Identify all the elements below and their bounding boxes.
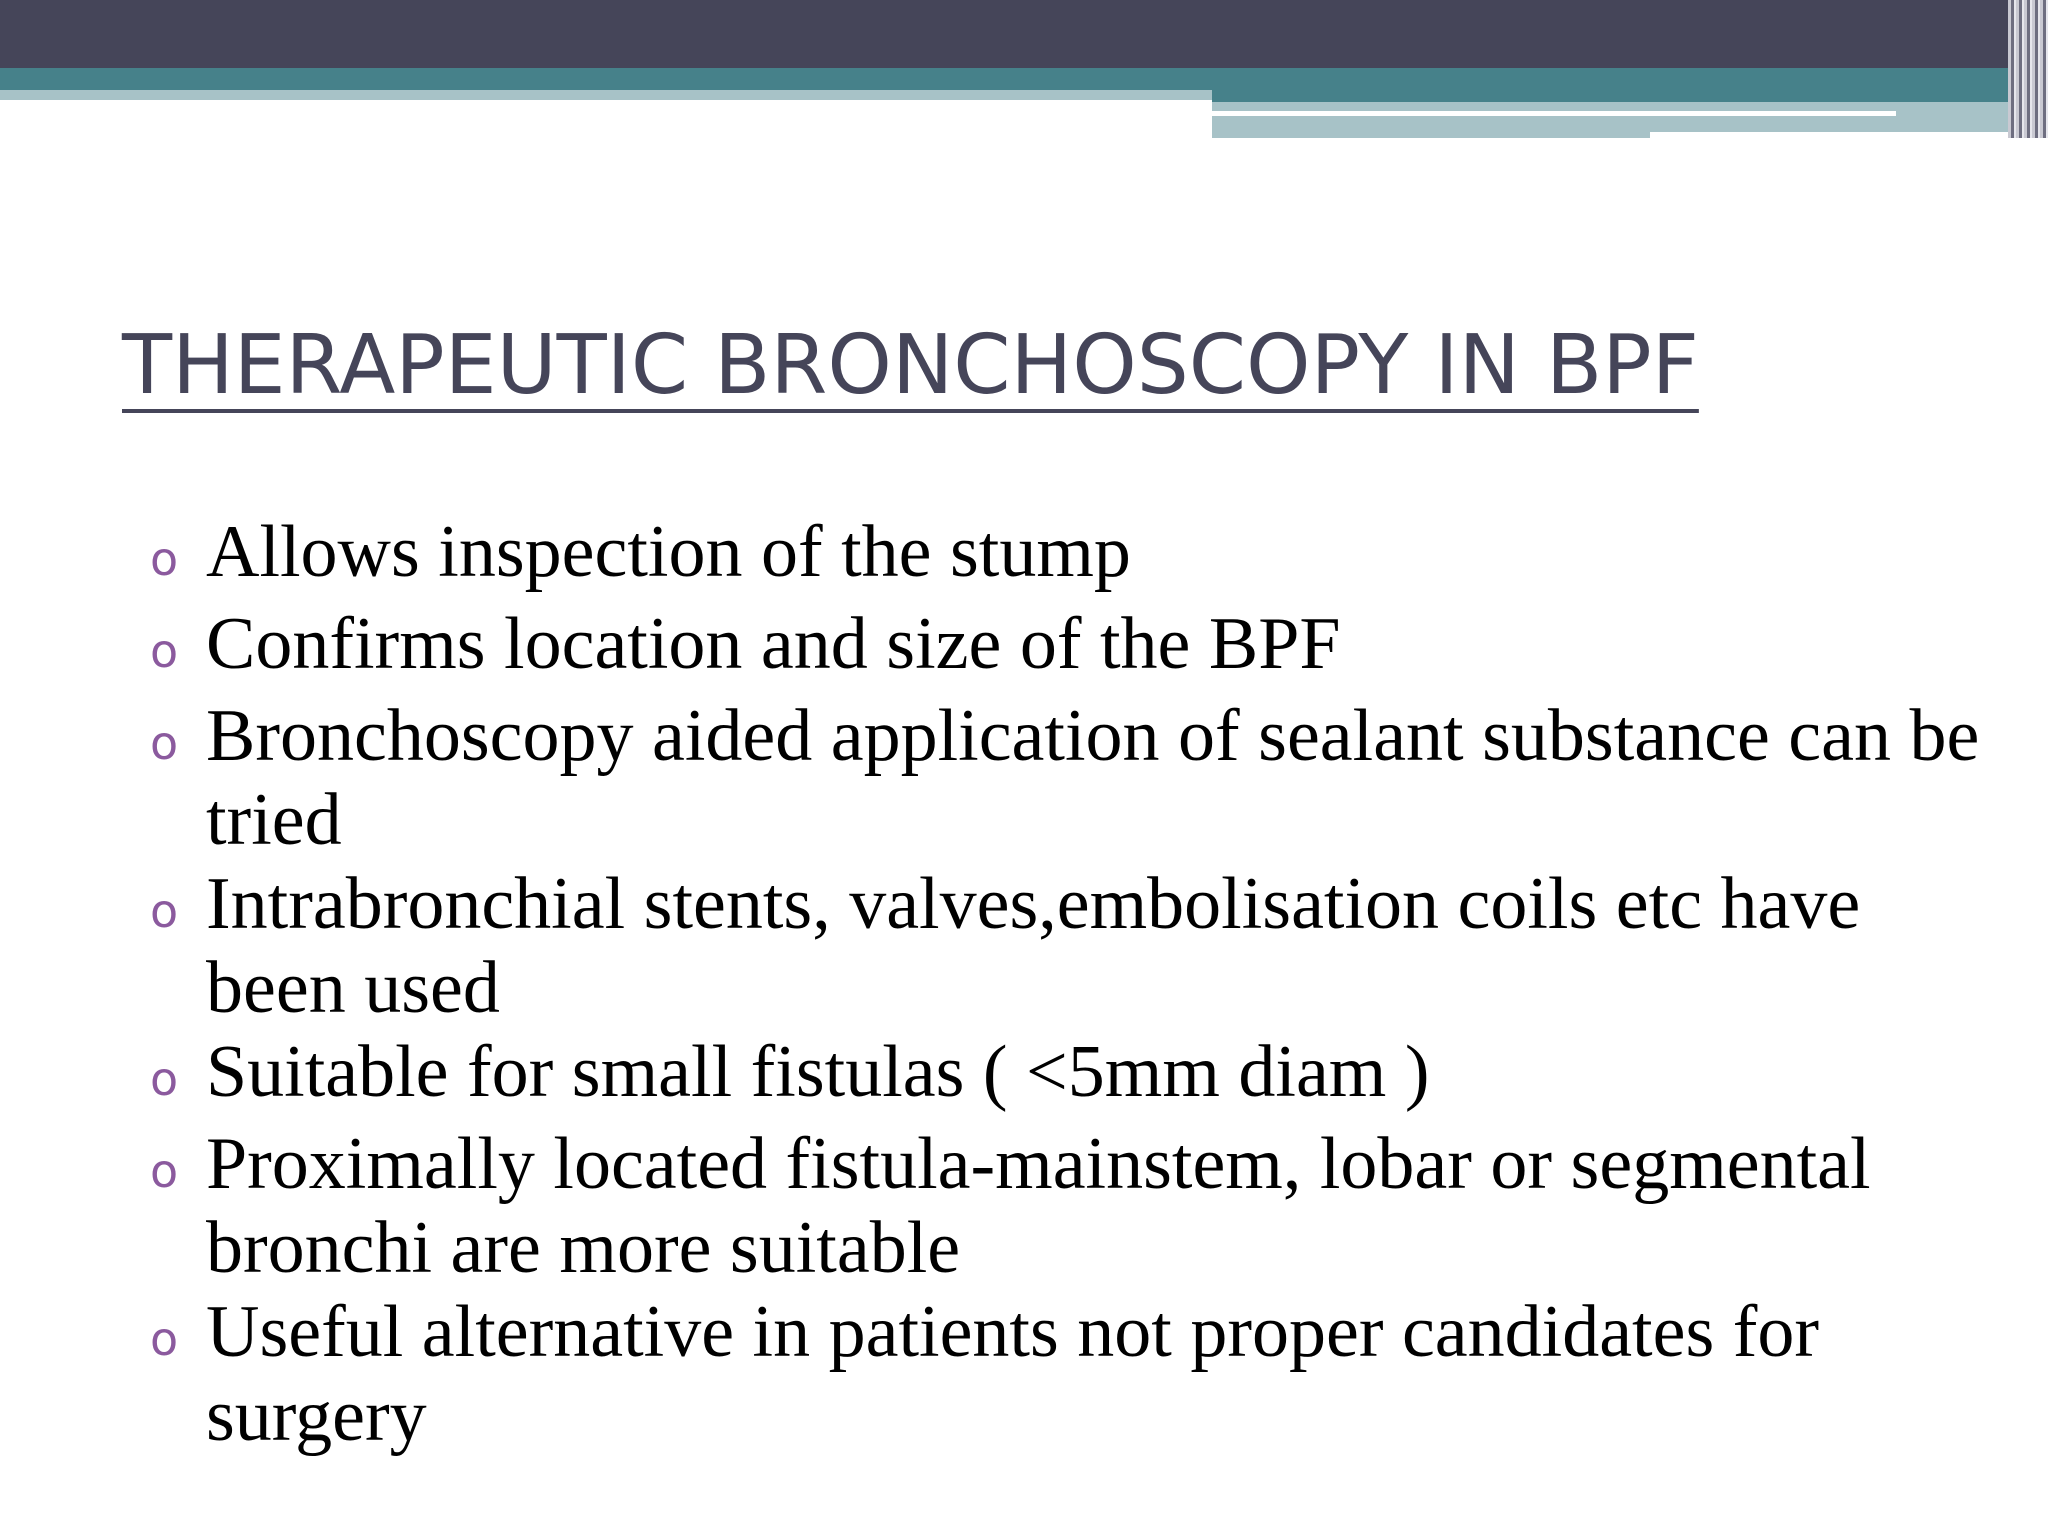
bullet-marker-icon: o — [150, 1144, 179, 1198]
bullet-marker-icon: o — [150, 1052, 179, 1106]
bullet-item — [150, 1122, 2010, 1290]
bullet-text: Proximally located fistula-mainstem, lobar or segmental bronchi are more suitable — [206, 1123, 1871, 1289]
bullet-item — [150, 510, 2010, 602]
bullet-text: Useful alternative in patients not proper candidates for surgery — [206, 1291, 1820, 1457]
bullet-marker-icon: o — [150, 716, 179, 770]
bullet-item — [150, 602, 2010, 694]
header-band-right-teal — [1212, 90, 2048, 102]
bullet-item — [150, 862, 2010, 1030]
bullet-list — [150, 510, 2010, 1458]
bullet-marker-icon: o — [150, 884, 179, 938]
bullet-text: Bronchoscopy aided application of sealant substance can be tried — [206, 695, 1980, 861]
bullet-item — [150, 1030, 2010, 1122]
header-band-right-gap — [1650, 132, 2048, 138]
header-band-right-line — [1212, 111, 1896, 116]
bullet-text: Intrabronchial stents, valves,embolisation coils etc have been used — [206, 863, 1861, 1029]
header-band-light — [0, 90, 1212, 100]
bullet-marker-icon: o — [150, 1312, 179, 1366]
header-edge-stripes — [2008, 0, 2048, 138]
bullet-marker-icon: o — [150, 532, 179, 586]
bullet-item — [150, 694, 2010, 862]
bullet-item — [150, 1290, 2010, 1458]
bullet-text: Suitable for small fistulas ( <5mm diam ) — [206, 1031, 1430, 1113]
slide-title: THERAPEUTIC BRONCHOSCOPY IN BPF — [122, 318, 1699, 413]
bullet-marker-icon: o — [150, 624, 179, 678]
header-band-dark — [0, 0, 2048, 68]
header-band-teal — [0, 68, 2048, 90]
bullet-text: Allows inspection of the stump — [206, 511, 1131, 593]
bullet-text: Confirms location and size of the BPF — [206, 603, 1341, 685]
